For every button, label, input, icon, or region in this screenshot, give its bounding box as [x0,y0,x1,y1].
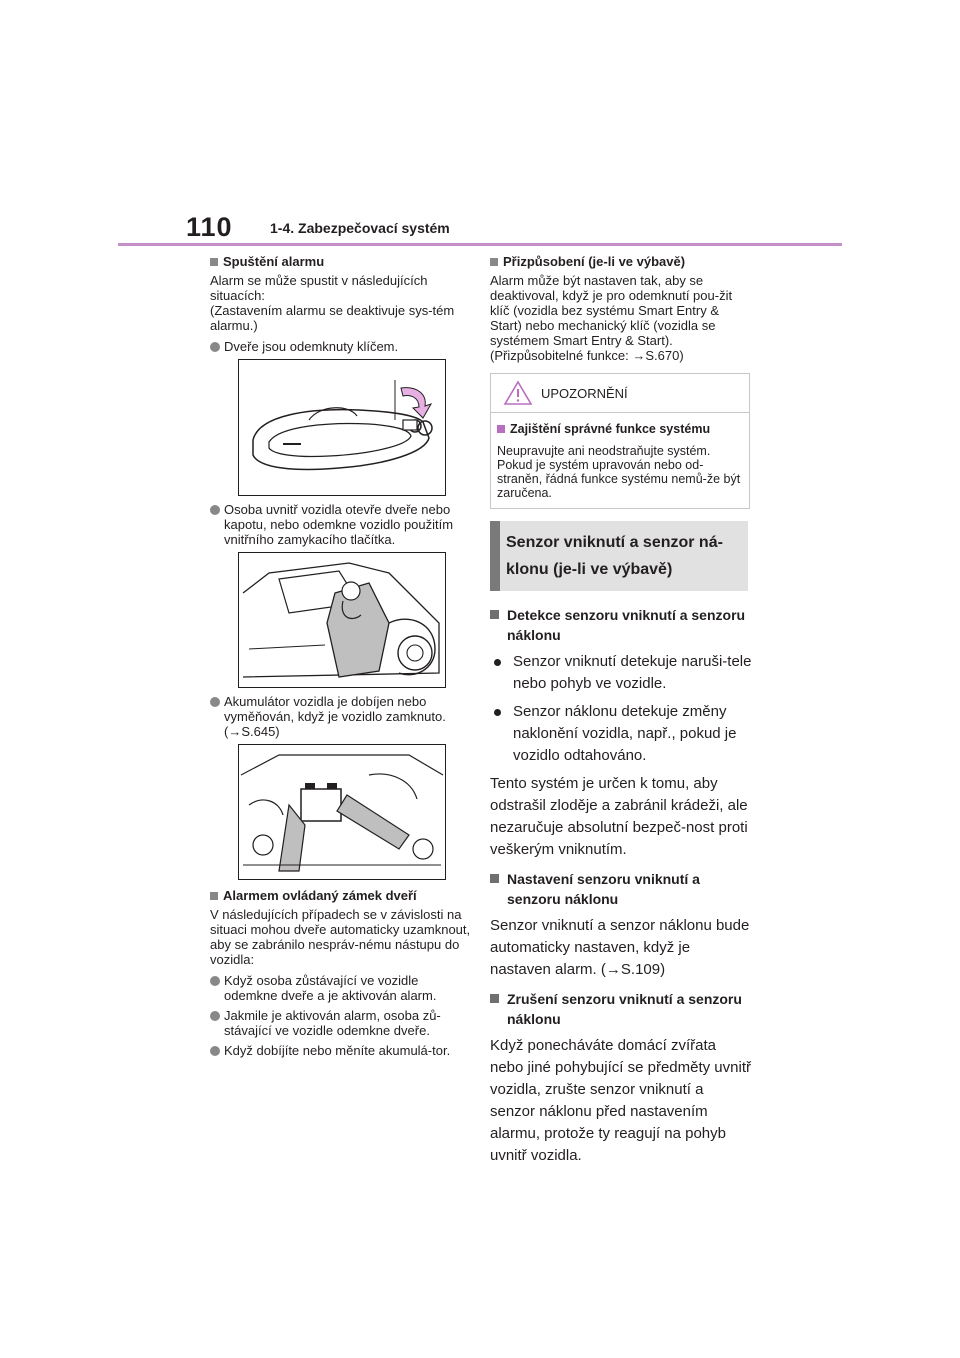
notice-box [490,373,750,509]
warning-triangle-icon [503,380,533,406]
circle-bullet [210,697,220,707]
detect-bullet: Senzor vniknutí detekuje naruši-tele nebo pohyb ve vozidle. [490,651,752,695]
right-column [490,254,752,1175]
engine-bay-illustration [238,744,446,880]
alarm-heading: Spuštění alarmu [210,254,472,270]
set-text: Senzor vniknutí a senzor náklonu bude automaticky nastaven, když je nastaven alarm. (→S.109) [490,917,750,978]
square-marker [490,258,498,266]
detect-heading: Detekce senzoru vniknutí a senzoru náklonu [490,605,752,645]
section-title: Senzor vniknutí a senzor ná-klonu (je-li ve výbavě) [506,534,723,578]
square-marker [210,892,218,900]
notice-title: UPOZORNĚNÍ [541,385,628,401]
alarm-bullet: Dveře jsou odemknuty klíčem. [210,339,472,354]
square-marker [490,994,499,1003]
custom-text: Alarm může být nastaven tak, aby se deaktivoval, když je pro odemknutí pou-žit klíč (vozidla bez systému Smart Entry & Start) nebo mechanický klíč (vozidla se systémem Smart Entry & Start). (Přizpůsobitelné funkce: →S.670) [490,273,733,363]
section-title-box [490,521,748,591]
alarm-bullet: Osoba uvnitř vozidla otevře dveře nebo kapotu, nebo odemkne vozidlo použitím vnitřního zamykacího tlačítka. [210,502,472,547]
left-column [210,254,472,1063]
notice-header [491,374,749,413]
lock-bullet: Když osoba zůstávající ve vozidle odemkne dveře a je aktivován alarm. [210,973,472,1003]
notice-text: Neupravujte ani neodstraňujte systém. Pokud je systém upravován nebo od-straněn, řádná funkce systému nemů-že být zaručena. [497,444,741,500]
lock-bullet: Když dobíjíte nebo měníte akumulá-tor. [210,1043,472,1058]
section-bar [490,521,500,591]
set-heading: Nastavení senzoru vniknutí a senzoru náklonu [490,869,752,909]
open-door-illustration [238,552,446,688]
header-rule [118,243,842,246]
cancel-text: Když ponecháváte domácí zvířata nebo jiné pohybující se předměty uvnitř vozidla, zrušte senzor vniknutí a senzor náklonu před nastavením alarmu, protože ty reagují na pohyb uvnitř vozidla. [490,1037,751,1164]
alarm-intro: Alarm se může spustit v následujících situacích: (Zastavením alarmu se deaktivuje sys-tém alarmu.) [210,273,455,333]
notice-body [491,413,749,508]
door-handle-illustration [238,359,446,496]
square-marker [490,610,499,619]
square-marker [497,425,505,433]
detect-text: Tento systém je určen k tomu, aby odstrašil zloděje a zabránil krádeži, ale nezaručuje absolutní bezpeč-nost proti veškerým vniknutím. [490,775,748,858]
circle-bullet [494,709,501,716]
circle-bullet [210,1046,220,1056]
circle-bullet [494,659,501,666]
circle-bullet [210,1011,220,1021]
square-marker [210,258,218,266]
lock-heading: Alarmem ovládaný zámek dveří [210,888,472,904]
cancel-heading: Zrušení senzoru vniknutí a senzoru náklonu [490,989,752,1029]
lock-bullet: Jakmile je aktivován alarm, osoba zů-stávající ve vozidle odemkne dveře. [210,1008,472,1038]
custom-heading: Přizpůsobení (je-li ve výbavě) [490,254,752,270]
detect-bullet: Senzor náklonu detekuje změny naklonění vozidla, např., pokud je vozidlo odtahováno. [490,701,752,767]
circle-bullet [210,505,220,515]
circle-bullet [210,976,220,986]
notice-heading: Zajištění správné funkce systému [497,421,743,437]
page-number: 110 [186,212,233,242]
lock-text: V následujících případech se v závislosti na situaci mohou dveře automaticky uzamknout, aby se zabránilo nespráv-nému nástupu do vozidla: [210,907,471,967]
alarm-bullet: Akumulátor vozidla je dobíjen nebo vyměňován, když je vozidlo zamknuto. (→S.645) [210,694,472,739]
circle-bullet [210,342,220,352]
chapter-title: 1-4. Zabezpečovací systém [270,220,450,236]
square-marker [490,874,499,883]
